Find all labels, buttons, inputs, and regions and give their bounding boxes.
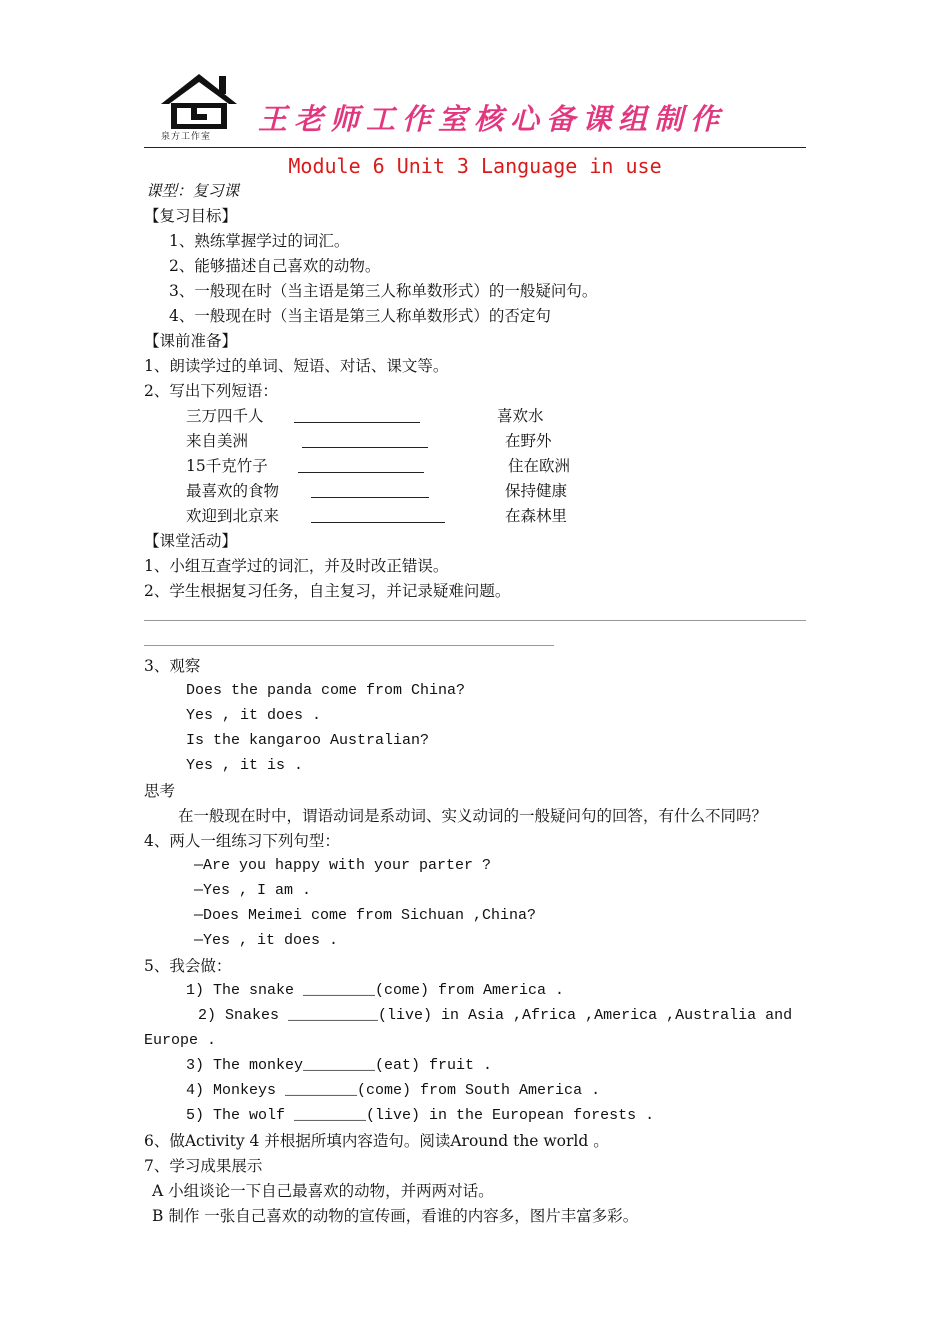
lesson-type: 课型：复习课 [146,182,240,200]
exercise-item: 3) The monkey________(eat) fruit . [186,1057,493,1074]
goal-item: 2、能够描述自己喜欢的动物。 [169,257,381,275]
phrase-prompt: 来自美洲 [186,432,249,450]
activity-subitem: A 小组谈论一下自己最喜欢的动物，并两两对话。 [152,1182,494,1200]
dialogue-line: —Yes , it does . [194,932,339,949]
answer-blank[interactable] [294,422,420,423]
header-rule [144,147,806,148]
example-sentence: Yes , it does . [186,707,322,724]
phrase-prompt: 欢迎到北京来 [186,507,280,525]
exercise-item-continuation: Europe . [144,1032,217,1049]
prep-item: 2、写出下列短语： [144,382,278,400]
exercise-item: 5) The wolf ________(live) in the European forests . [186,1107,655,1124]
phrase-prompt: 喜欢水 [497,407,544,425]
example-sentence: Yes , it is . [186,757,304,774]
observe-heading: 3、观察 [144,657,201,675]
activity-item: 2、学生根据复习任务，自主复习，并记录疑难问题。 [144,582,511,600]
activity-item: 7、学习成果展示 [144,1157,263,1175]
phrase-prompt: 住在欧洲 [508,457,571,475]
goal-item: 1、熟练掌握学过的词汇。 [169,232,350,250]
example-sentence: Does the panda come from China? [186,682,466,699]
activity-item: 6、做Activity 4 并根据所填内容造句。阅读Around the world 。 [144,1132,609,1150]
answer-blank[interactable] [302,447,428,448]
phrase-prompt: 在森林里 [505,507,568,525]
activity-subitem: B 制作 一张自己喜欢的动物的宣传画，看谁的内容多，图片丰富多彩。 [152,1207,639,1225]
phrase-prompt: 三万四千人 [186,407,264,425]
exercise-item: 2) Snakes __________(live) in Asia ,Africa ,America ,Australia and [198,1007,793,1024]
think-question: 在一般现在时中，谓语动词是系动词、实义动词的一般疑问句的回答，有什么不同吗？ [178,807,768,825]
prep-heading: 【课前准备】 [144,332,238,350]
dialogue-line: —Does Meimei come from Sichuan ,China? [194,907,537,924]
brand-banner: 王老师工作室核心备课组制作 [258,102,727,136]
answer-blank[interactable] [311,497,429,498]
phrase-prompt: 保持健康 [505,482,568,500]
activity-heading: 【课堂活动】 [144,532,238,550]
example-sentence: Is the kangaroo Australian? [186,732,430,749]
can-do-heading: 5、我会做： [144,957,232,975]
phrase-prompt: 在野外 [505,432,552,450]
goals-heading: 【复习目标】 [144,207,238,225]
pair-heading: 4、两人一组练习下列句型： [144,832,340,850]
page-title: Module 6 Unit 3 Language in use [288,154,662,178]
notes-line[interactable] [144,645,554,646]
phrase-prompt: 15千克竹子 [186,457,268,475]
dialogue-line: —Are you happy with your parter ? [194,857,492,874]
goal-item: 3、一般现在时（当主语是第三人称单数形式）的一般疑问句。 [169,282,598,300]
logo-caption: 泉方工作室 [161,132,212,142]
goal-item: 4、一般现在时（当主语是第三人称单数形式）的否定句 [169,307,551,325]
activity-item: 1、小组互查学过的词汇，并及时改正错误。 [144,557,449,575]
phrase-prompt: 最喜欢的食物 [186,482,280,500]
exercise-item: 1) The snake ________(come) from America . [186,982,565,999]
notes-line[interactable] [144,620,806,621]
prep-item: 1、朗读学过的单词、短语、对话、课文等。 [144,357,449,375]
dialogue-line: —Yes , I am . [194,882,312,899]
answer-blank[interactable] [311,522,445,523]
think-heading: 思考 [144,782,176,800]
answer-blank[interactable] [298,472,424,473]
exercise-item: 4) Monkeys ________(come) from South America . [186,1082,601,1099]
